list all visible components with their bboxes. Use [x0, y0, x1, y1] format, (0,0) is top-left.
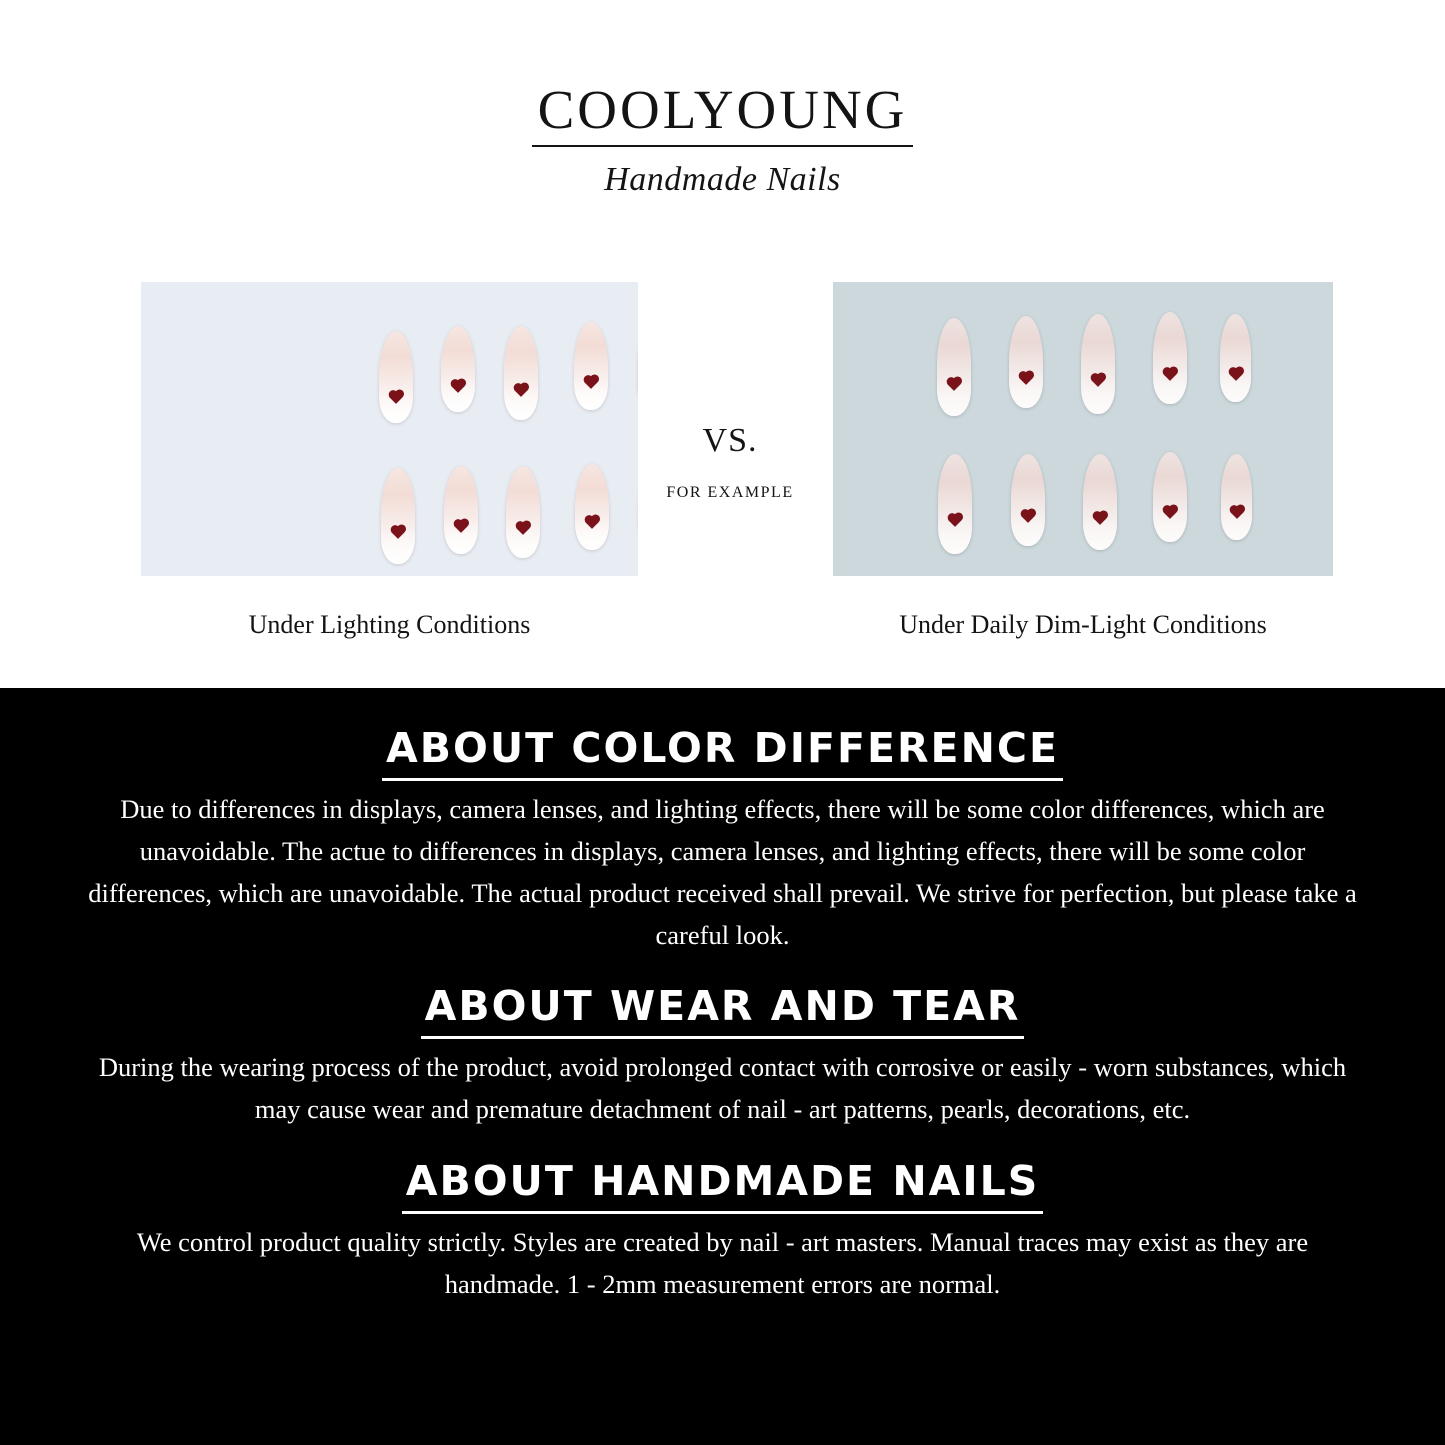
heart-icon	[515, 384, 528, 397]
section-body: We control product quality strictly. Styles are created by nail - art masters. Manual traces may exist as they are handmade. 1 - 2mm measurement errors are normal.	[136, 1227, 1309, 1300]
section-body: Due to differences in displays, camera lenses, and lighting effects, there will be some color differences, which are unavoidable. The actue to differences in displays, camera lenses, and lighting effects, there will be some color differences, which are unavoidable. The actual product received shall prevail. We strive for perfection, but please take a careful look.	[88, 794, 1357, 950]
nail-swatch	[1153, 452, 1187, 542]
section-title	[80, 1157, 1365, 1214]
nail-swatch	[575, 464, 609, 550]
nail-swatch	[381, 468, 415, 564]
photo-lighting-conditions	[141, 282, 638, 576]
heart-icon	[1020, 372, 1033, 385]
nail-swatch	[1153, 312, 1187, 404]
nail-swatch	[504, 326, 538, 420]
heart-icon	[452, 380, 465, 393]
section-color-difference	[80, 724, 1365, 956]
nail-swatch	[1220, 314, 1251, 402]
heart-icon	[392, 526, 405, 539]
heart-icon	[948, 378, 961, 391]
heart-icon	[949, 514, 962, 527]
header	[0, 0, 1445, 250]
info-panel	[0, 688, 1445, 1445]
photo-dim-light-conditions	[833, 282, 1333, 576]
nail-swatch	[441, 326, 475, 412]
nail-swatch	[938, 454, 972, 554]
nail-swatch	[1009, 316, 1043, 408]
versus-label-group	[640, 422, 820, 502]
caption-dim-light-conditions: Under Daily Dim-Light Conditions	[899, 610, 1267, 639]
section-title-text: ABOUT HANDMADE NAILS	[402, 1157, 1044, 1214]
section-body: During the wearing process of the product, avoid prolonged contact with corrosive or easily - worn substances, which may cause wear and premature detachment of nail - art patterns, pearls, decorations, etc.	[98, 1052, 1347, 1125]
caption-lighting-conditions: Under Lighting Conditions	[248, 610, 531, 639]
nail-swatch	[506, 466, 540, 558]
heart-icon	[1164, 506, 1177, 519]
nail-swatch	[444, 466, 478, 554]
nail-grid-right	[833, 282, 1333, 576]
nail-grid-left	[141, 282, 638, 576]
nail-swatch	[1081, 314, 1115, 414]
nail-swatch	[379, 331, 413, 423]
heart-icon	[1092, 374, 1105, 387]
nail-swatch	[574, 322, 608, 410]
section-wear-and-tear	[80, 982, 1365, 1131]
heart-icon	[1094, 512, 1107, 525]
section-title	[80, 982, 1365, 1039]
brand-subtitle: Handmade Nails	[604, 161, 841, 198]
heart-icon	[517, 522, 530, 535]
versus-label: VS.	[702, 422, 758, 459]
heart-icon	[1022, 510, 1035, 523]
heart-icon	[455, 520, 468, 533]
nail-swatch	[1083, 454, 1117, 550]
section-title-text: ABOUT COLOR DIFFERENCE	[382, 724, 1063, 781]
nail-swatch	[1221, 454, 1252, 540]
section-handmade-nails	[80, 1157, 1365, 1306]
nail-swatch	[937, 318, 971, 416]
for-example-note: FOR EXAMPLE	[666, 484, 794, 501]
heart-icon	[1164, 368, 1177, 381]
heart-icon	[586, 516, 599, 529]
brand-title: COOLYOUNG	[532, 82, 914, 147]
heart-icon	[1229, 368, 1242, 381]
nail-swatch	[1011, 454, 1045, 546]
comparison-section	[0, 282, 1445, 682]
heart-icon	[585, 376, 598, 389]
heart-icon	[390, 391, 403, 404]
section-title	[80, 724, 1365, 781]
section-title-text: ABOUT WEAR AND TEAR	[421, 982, 1025, 1039]
heart-icon	[1230, 506, 1243, 519]
